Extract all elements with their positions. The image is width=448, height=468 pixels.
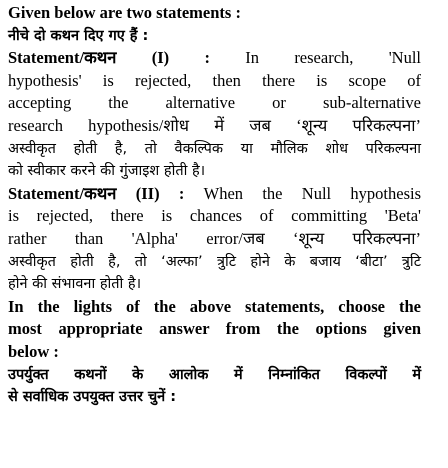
intro-hindi: नीचे दो कथन दिए गए हैं :: [8, 27, 149, 44]
statement-one-line: research hypothesis/शोध में जब ‘शून्य परिकल्पना’: [8, 115, 421, 135]
statement-two-line: is rejected, there is chances of committing 'Beta': [8, 206, 421, 226]
statement-one-line: In research, 'Null: [245, 48, 422, 68]
statement-one-line: को स्वीकार करने की गुंजाइश होती है।: [8, 163, 206, 180]
statement-one-label: Statement/कथन (I) :: [8, 48, 210, 68]
instruction-line: below :: [8, 341, 59, 361]
instruction-hindi: [8, 364, 421, 409]
instruction-hindi-line: से सर्वाधिक उपयुक्त उत्तर चुनें :: [8, 389, 177, 406]
instruction-hindi-line: उपर्युक्त कथनों के आलोक में निम्नांकित विकल्पों में: [8, 366, 421, 383]
question-block: [8, 2, 421, 409]
statement-one-line: hypothesis' is rejected, then there is scope of: [8, 70, 421, 90]
instruction-line: In the lights of the above statements, choose the: [8, 296, 421, 316]
statement-one-line: अस्वीकृत होती है, तो वैकल्पिक या मौलिक शोध परिकल्पना: [8, 140, 421, 157]
statement-two-label: Statement/कथन (II) :: [8, 183, 185, 203]
statement-two-line: rather than 'Alpha' error/जब ‘शून्य परिकल्पना’: [8, 228, 421, 248]
instruction-line: most appropriate answer from the options given: [8, 319, 421, 339]
intro-english: Given below are two statements :: [8, 3, 241, 22]
statement-two-line: अस्वीकृत होती है, तो ‘अल्फा’ त्रुटि होने के बजाय ‘बीटा’ त्रुटि: [8, 253, 421, 270]
instruction-english: [8, 296, 421, 364]
statement-two-line: When the Null hypothesis: [203, 183, 422, 203]
statement-two: [8, 183, 421, 296]
statement-one: [8, 47, 421, 183]
statement-one-line: accepting the alternative or sub-alternative: [8, 93, 421, 113]
statement-two-line: होने की संभावना होती है।: [8, 276, 142, 293]
